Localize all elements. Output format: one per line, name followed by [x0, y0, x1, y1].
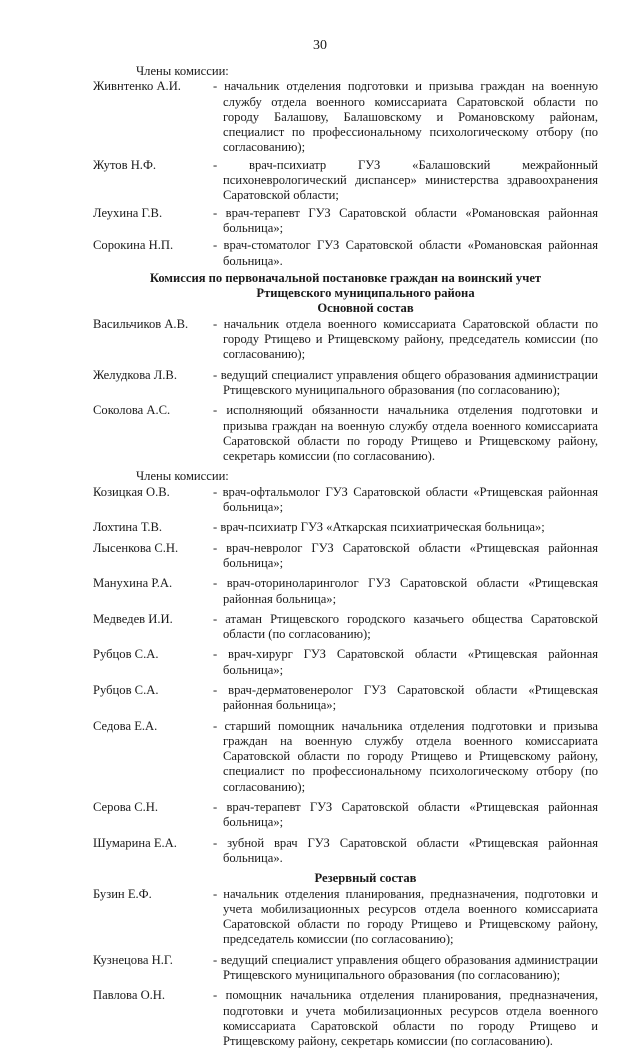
member-description: - врач-дерматовенеролог ГУЗ Саратовской области «Ртищевская районная больница»; — [213, 682, 598, 713]
list-item — [93, 800, 598, 831]
commission-title: Комиссия по первоначальной постановке граждан на воинский учет — [149, 270, 542, 285]
members-label: Члены комиссии: — [136, 469, 229, 484]
list-item — [93, 719, 598, 795]
member-description: - ведущий специалист управления общего образования администрации Ртищевского муниципального образования (по согласованию); — [213, 367, 598, 397]
list-item — [93, 520, 598, 535]
list-item — [93, 317, 598, 363]
commission-subtitle: Ртищевского муниципального района — [256, 286, 475, 301]
member-name: Сорокина Н.П. — [93, 238, 174, 253]
list-item — [93, 836, 598, 867]
member-description: - помощник начальника отделения планирования, предназначения, подготовки и учета мобилизационных ресурсов отдела военного комиссариата Саратовской области по городу Ртищево и Ртищевскому району, секретарь комиссии (по согласованию). — [213, 988, 598, 1049]
member-name: Васильчиков А.В. — [93, 316, 189, 331]
member-description: - атаман Ртищевского городского казачьего общества Саратовской области (по согласованию); — [213, 611, 598, 642]
member-description: - врач-терапевт ГУЗ Саратовской области «Ртищевская районная больница»; — [213, 800, 598, 830]
member-name: Манухина Р.А. — [93, 576, 173, 591]
member-name: Павлова О.Н. — [93, 988, 166, 1003]
list-item — [93, 988, 598, 1049]
document-body — [93, 64, 598, 1055]
member-name: Серова С.Н. — [93, 800, 159, 815]
member-description: - врач-офтальмолог ГУЗ Саратовской области «Ртищевская районная больница»; — [213, 484, 598, 515]
member-name: Соколова А.С. — [93, 403, 171, 418]
list-item — [93, 647, 598, 678]
list-item — [93, 403, 598, 464]
member-description: - зубной врач ГУЗ Саратовской области «Ртищевская районная больница». — [213, 835, 598, 865]
member-description: - ведущий специалист управления общего образования администрации Ртищевского муниципального образования (по согласованию); — [213, 952, 598, 983]
member-name: Леухина Г.В. — [93, 205, 163, 220]
member-description: - начальник отделения планирования, предназначения, подготовки и учета мобилизационных ресурсов отдела военного комиссариата Саратовской области по городу Ртищево и Ртищевскому району, председатель комиссии (по согласованию); — [213, 886, 598, 947]
list-item — [93, 612, 598, 643]
member-description: - врач-невролог ГУЗ Саратовской области «Ртищевская районная больница»; — [213, 540, 598, 570]
member-name: Кузнецова Н.Г. — [93, 952, 173, 967]
list-item — [93, 238, 598, 269]
member-description: - начальник отделения подготовки и призыва граждан на военную службу отдела военного комиссариата Саратовской области по городу Балашову, Балашовскому и Романовскому районам, специалист по профессиональному психологическому отбору (по согласованию); — [213, 79, 598, 155]
member-description: - врач-стоматолог ГУЗ Саратовской области «Романовская районная больница». — [213, 238, 598, 268]
list-item — [93, 541, 598, 572]
member-description: - исполняющий обязанности начальника отделения подготовки и призыва граждан на военную службу отдела военного комиссариата Саратовской области по городу Ртищево и Ртищевскому району, секретарь комиссии (по согласованию). — [213, 403, 598, 464]
member-description: - врач-хирург ГУЗ Саратовской области «Ртищевская районная больница»; — [213, 647, 598, 677]
member-name: Жутов Н.Ф. — [93, 157, 157, 172]
page-number: 30 — [313, 38, 327, 53]
member-name: Козицкая О.В. — [93, 484, 170, 499]
member-name: Живнтенко А.И. — [93, 79, 181, 94]
member-name: Бузин Е.Ф. — [93, 886, 152, 901]
member-name: Рубцов С.А. — [93, 647, 159, 662]
list-item — [93, 79, 598, 155]
member-name: Медведев И.И. — [93, 611, 173, 626]
member-description: - врач-оториноларинголог ГУЗ Саратовской области «Ртищевская районная больница»; — [213, 576, 598, 606]
list-item — [93, 683, 598, 714]
member-name: Шумарина Е.А. — [93, 835, 177, 850]
member-name: Лохтина Т.В. — [93, 520, 163, 535]
member-description: - старший помощник начальника отделения подготовки и призыва граждан на военную службу отдела военного комиссариата Саратовской области по городу Ртищево и Ртищевскому району, специалист по профессиональному психологическому отбору (по согласованию); — [213, 718, 598, 794]
list-item — [93, 887, 598, 948]
member-description: - врач-терапевт ГУЗ Саратовской области «Романовская районная больница»; — [213, 205, 598, 235]
list-item — [93, 368, 598, 399]
list-item — [93, 206, 598, 237]
member-description: - врач-психиатр ГУЗ «Балашовский межрайонный психоневрологический диспансер» министерства здравоохранения Саратовской области; — [213, 157, 598, 203]
list-item — [93, 485, 598, 516]
member-name: Рубцов С.А. — [93, 682, 159, 697]
reserve-composition-heading: Резервный состав — [314, 871, 417, 886]
member-name: Седова Е.А. — [93, 718, 158, 733]
list-item — [93, 158, 598, 204]
main-composition-heading: Основной состав — [317, 301, 414, 316]
list-item — [93, 576, 598, 607]
member-name: Лысенкова С.Н. — [93, 540, 179, 555]
member-description: - врач-психиатр ГУЗ «Аткарская психиатрическая больница»; — [213, 520, 545, 535]
member-description: - начальник отдела военного комиссариата Саратовской области по городу Ртищево и Ртищевскому району, председатель комиссии (по согласованию); — [213, 316, 598, 362]
members-label: Члены комиссии: — [136, 64, 229, 78]
list-item — [93, 953, 598, 984]
member-name: Желудкова Л.В. — [93, 367, 177, 382]
